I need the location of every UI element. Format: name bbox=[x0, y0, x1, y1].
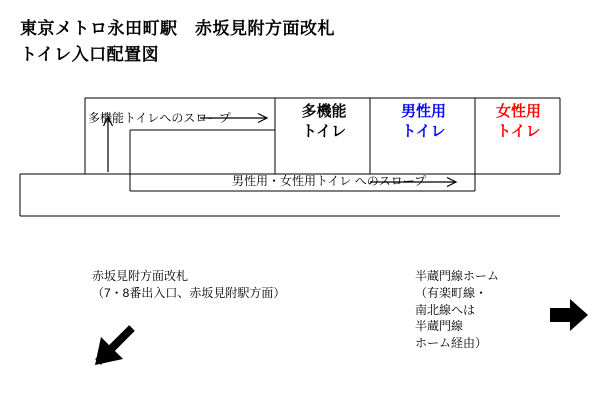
title-line-1: 東京メトロ永田町駅 赤坂見附方面改札 bbox=[20, 19, 335, 38]
room-label-multipurpose-line2: トイレ bbox=[301, 122, 347, 140]
page-title bbox=[20, 16, 335, 69]
room-label-multipurpose-line1: 多機能 bbox=[301, 103, 347, 120]
arrow-right-icon bbox=[548, 295, 590, 340]
slope-label-mens-womens-line2: へのスロープ bbox=[354, 174, 427, 188]
slope-label-mens-womens-line1: 男性用・女性用トイレ bbox=[232, 174, 352, 188]
room-label-mens-line1: 男性用 bbox=[400, 103, 446, 120]
room-label-multipurpose bbox=[278, 102, 370, 141]
title-line-2: トイレ入口配置図 bbox=[20, 45, 160, 65]
slope-label-mens-womens bbox=[232, 173, 426, 189]
note-hanzomon-line5: ホーム経由） bbox=[415, 336, 488, 351]
slope-label-multipurpose: 多機能トイレへのスロープ bbox=[88, 111, 231, 125]
room-label-womens bbox=[477, 102, 560, 141]
note-hanzomon-line3: 南北線へは bbox=[415, 302, 476, 317]
note-ticket-gate-line2: （7・8番出入口、赤坂見附駅方面） bbox=[92, 285, 286, 300]
room-label-womens-line1: 女性用 bbox=[495, 103, 541, 120]
note-ticket-gate-line1: 赤坂見附方面改札 bbox=[92, 269, 189, 283]
arrow-down-left-icon bbox=[92, 322, 138, 373]
room-label-womens-line2: トイレ bbox=[496, 122, 541, 140]
note-ticket-gate bbox=[92, 268, 285, 302]
note-hanzomon-line2: （有楽町線・ bbox=[415, 285, 488, 300]
note-hanzomon-platform bbox=[415, 268, 499, 352]
room-label-mens bbox=[372, 102, 475, 141]
note-hanzomon-line1: 半蔵門線ホーム bbox=[415, 269, 500, 283]
station-layout-map bbox=[0, 86, 600, 236]
note-hanzomon-line4: 半蔵門線 bbox=[415, 319, 464, 334]
room-label-mens-line2: トイレ bbox=[401, 122, 446, 140]
